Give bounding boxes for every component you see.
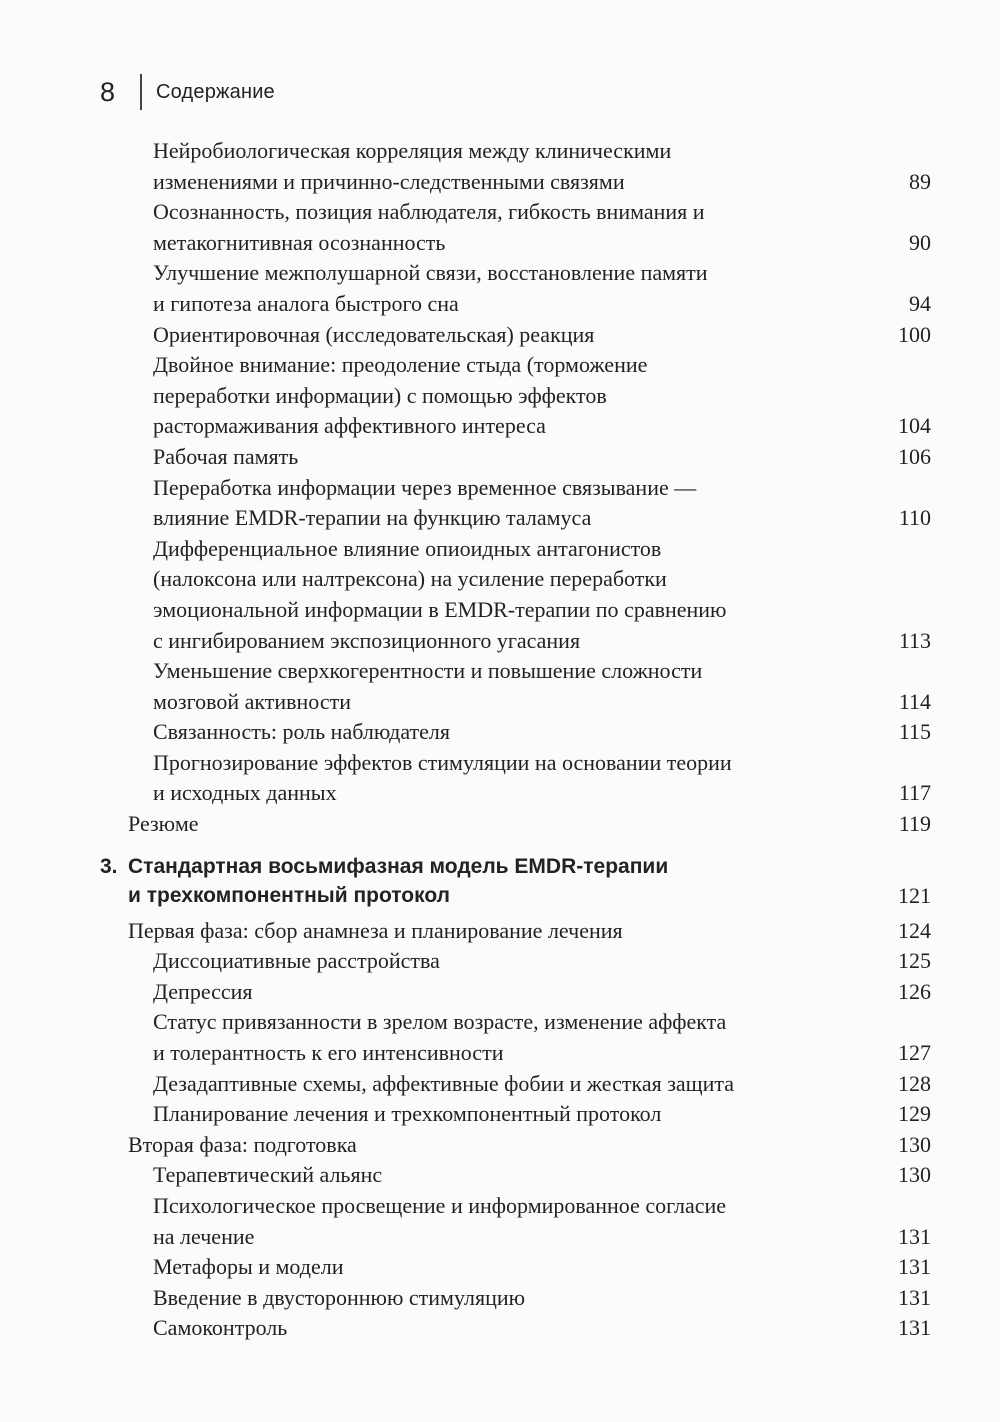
toc-entry-page: 127: [898, 1040, 931, 1066]
toc-entry[interactable]: [0, 656, 1000, 717]
toc-entry-page: 124: [898, 917, 931, 943]
toc-entry-title: [0, 1099, 1000, 1130]
toc-entry-title: [0, 852, 1000, 910]
toc-entry-line: на лечение: [153, 1223, 255, 1249]
toc-chapter-entry[interactable]: [0, 852, 1000, 910]
toc-entry-title: [0, 136, 1000, 197]
toc-entry[interactable]: [0, 320, 1000, 351]
toc-entry-page: 104: [898, 413, 931, 439]
toc-entry-page: 89: [909, 168, 931, 194]
toc-entry-line: эмоциональной информации в EMDR-терапии по сравнению: [153, 596, 727, 622]
toc-entry-line: Нейробиологическая корреляция между клиническими: [153, 138, 672, 163]
toc-entry-line: Статус привязанности в зрелом возрасте, изменение аффекта: [153, 1009, 727, 1035]
toc-entry[interactable]: [0, 534, 1000, 656]
toc-entry-line: Планирование лечения и трехкомпонентный протокол: [153, 1101, 662, 1127]
toc-entry-title: [0, 1069, 1000, 1100]
toc-entry-page: 100: [898, 321, 931, 347]
toc-entry-title: [0, 1313, 1000, 1344]
toc-entry-page: 119: [898, 811, 931, 837]
toc-entry-line: Первая фаза: сбор анамнеза и планирование лечения: [128, 917, 623, 943]
chapter-number: 3.: [100, 854, 118, 878]
toc-entry-line: Переработка информации через временное связывание —: [153, 474, 697, 500]
toc-entry-line: и гипотеза аналога быстрого сна: [153, 290, 459, 316]
toc-entry-line: Прогнозирование эффектов стимуляции на основании теории: [153, 749, 732, 775]
toc-entry-line: Дифференциальное влияние опиоидных антагонистов: [153, 535, 662, 561]
toc-entry-page: 130: [898, 1131, 931, 1157]
toc-entry-line: Вторая фаза: подготовка: [128, 1131, 357, 1157]
toc-entry-line: Депрессия: [153, 978, 253, 1004]
toc-entry-title: [0, 1160, 1000, 1191]
toc-entry-title: [0, 809, 1000, 840]
toc-entry[interactable]: [0, 473, 1000, 534]
toc-entry-page: 115: [898, 719, 931, 745]
toc-entry-line: Введение в двустороннюю стимуляцию: [153, 1284, 526, 1310]
page-header: [100, 74, 275, 110]
toc-entry-title: [0, 442, 1000, 473]
toc-entry-page: 131: [898, 1284, 931, 1310]
toc-entry-page: 131: [898, 1223, 931, 1249]
toc-entry-line: и исходных данных: [153, 780, 337, 806]
toc-entry-line: Связанность: роль наблюдателя: [153, 719, 451, 745]
toc-entry-title: [0, 1007, 1000, 1068]
toc-entry-title: [0, 656, 1000, 717]
toc-entry-line: мозговой активности: [153, 688, 352, 714]
toc-entry-page: 131: [898, 1315, 931, 1341]
toc-entry-title: [0, 916, 1000, 947]
toc-entry[interactable]: [0, 1130, 1000, 1161]
toc-entry[interactable]: [0, 977, 1000, 1008]
toc-entry[interactable]: [0, 197, 1000, 258]
toc-entry-line: (налоксона или налтрексона) на усиление переработки: [153, 566, 667, 592]
toc-entry-title: [0, 1252, 1000, 1283]
toc-entry-page: 113: [898, 627, 931, 653]
toc-entry-page: 130: [898, 1162, 931, 1188]
table-of-contents: [0, 136, 1000, 1344]
toc-entry-line: Терапевтический альянс: [153, 1162, 383, 1188]
toc-entry-title: [0, 946, 1000, 977]
toc-entry-line: Уменьшение сверхкогерентности и повышение сложности: [153, 658, 703, 684]
toc-entry-title: [0, 350, 1000, 442]
toc-entry[interactable]: [0, 1252, 1000, 1283]
toc-entry[interactable]: [0, 717, 1000, 748]
toc-entry-line: переработки информации) с помощью эффектов: [153, 382, 607, 408]
toc-entry-line: Двойное внимание: преодоление стыда (торможение: [153, 352, 648, 378]
toc-entry-title: [0, 473, 1000, 534]
toc-entry-line: Дезадаптивные схемы, аффективные фобии и жесткая защита: [153, 1070, 735, 1096]
toc-entry[interactable]: [0, 1313, 1000, 1344]
toc-entry-line: Стандартная восьмифазная модель EMDR-терапии: [128, 854, 669, 878]
toc-entry-page: 129: [898, 1101, 931, 1127]
toc-entry-line: влияние EMDR-терапии на функцию таламуса: [153, 505, 592, 531]
toc-entry[interactable]: [0, 1160, 1000, 1191]
toc-entry-page: 128: [898, 1070, 931, 1096]
toc-entry-title: [0, 258, 1000, 319]
page-number: 8: [100, 76, 116, 107]
toc-entry-page: 131: [898, 1254, 931, 1280]
toc-entry-title: [0, 1191, 1000, 1252]
toc-entry[interactable]: [0, 1007, 1000, 1068]
toc-entry-title: [0, 1283, 1000, 1314]
toc-entry-title: [0, 977, 1000, 1008]
toc-entry[interactable]: [0, 442, 1000, 473]
toc-entry-line: с ингибированием экспозиционного угасания: [153, 627, 581, 653]
toc-entry[interactable]: [0, 136, 1000, 197]
toc-entry[interactable]: [0, 1283, 1000, 1314]
toc-entry[interactable]: [0, 258, 1000, 319]
toc-entry-title: [0, 748, 1000, 809]
toc-entry-line: Резюме: [128, 811, 199, 837]
running-title: Содержание: [156, 80, 275, 103]
toc-entry-page: 114: [898, 688, 931, 714]
toc-entry[interactable]: [0, 1099, 1000, 1130]
toc-entry[interactable]: [0, 916, 1000, 947]
toc-entry-line: и толерантность к его интенсивности: [153, 1040, 504, 1066]
toc-entry-page: 126: [898, 978, 931, 1004]
toc-entry[interactable]: [0, 350, 1000, 442]
toc-entry-line: Метафоры и модели: [153, 1254, 344, 1280]
header-divider: [140, 74, 142, 110]
toc-entry-page: 110: [898, 505, 931, 531]
toc-entry-title: [0, 320, 1000, 351]
toc-entry[interactable]: [0, 809, 1000, 840]
toc-entry-line: изменениями и причинно-следственными связями: [153, 168, 625, 194]
toc-entry-line: Ориентировочная (исследовательская) реакция: [153, 321, 595, 347]
toc-entry-line: Диссоциативные расстройства: [153, 948, 440, 974]
toc-entry-title: [0, 717, 1000, 748]
toc-entry-line: Самоконтроль: [153, 1315, 288, 1341]
toc-entry-page: 117: [898, 780, 931, 806]
toc-entry-line: растормаживания аффективного интереса: [153, 413, 546, 439]
toc-entry-line: Улучшение межполушарной связи, восстановление памяти: [153, 260, 708, 286]
toc-entry-page: 90: [909, 229, 931, 255]
toc-entry-page: 121: [898, 882, 931, 908]
toc-entry-line: метакогнитивная осознанность: [153, 229, 446, 255]
toc-entry[interactable]: [0, 748, 1000, 809]
toc-entry-line: и трехкомпонентный протокол: [128, 883, 450, 907]
toc-entry-line: Рабочая память: [153, 443, 299, 469]
toc-entry-title: [0, 534, 1000, 656]
toc-entry[interactable]: [0, 946, 1000, 977]
toc-entry-page: 125: [898, 948, 931, 974]
toc-entry[interactable]: [0, 1191, 1000, 1252]
toc-entry-page: 94: [909, 290, 931, 316]
toc-entry-title: [0, 197, 1000, 258]
toc-entry-page: 106: [898, 443, 931, 469]
toc-entry[interactable]: [0, 1069, 1000, 1100]
toc-entry-line: Осознанность, позиция наблюдателя, гибкость внимания и: [153, 199, 705, 225]
toc-entry-line: Психологическое просвещение и информированное согласие: [153, 1193, 727, 1218]
toc-entry-title: [0, 1130, 1000, 1161]
